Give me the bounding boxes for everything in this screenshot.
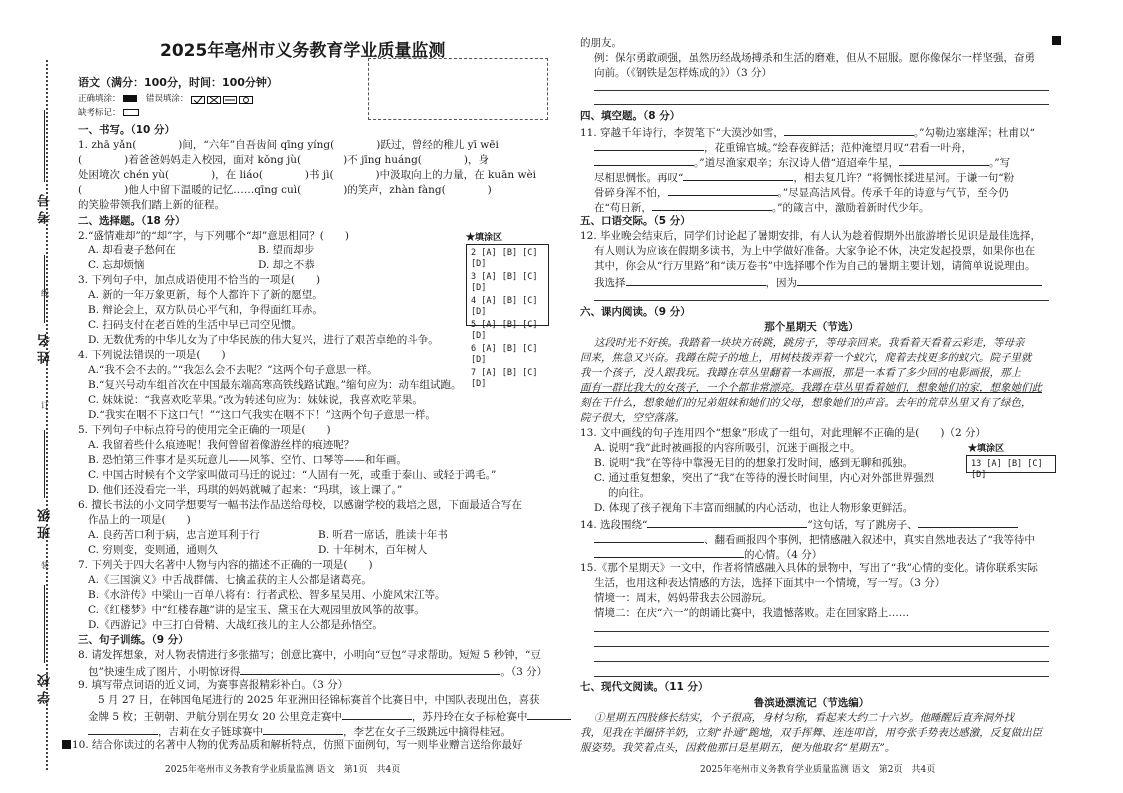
fill-area-box	[466, 244, 549, 389]
q13-option-b: B. 说明“我”在等待中靠漫无目的的想象打发时间，感到无聊和孤独。	[594, 457, 914, 469]
q15-line-1: 15.《那个星期天》一文中，作者将情感融入具体的景物中，写出了“我”心情的变化。请你联系实际	[580, 562, 1038, 574]
q14-text-2: 、翻看画报四个事例，把情感融入叙述中，真实自然地表达了“我等待中	[704, 534, 1035, 546]
class-label: 班级	[38, 505, 53, 539]
passage-1-para-3: 我一个孩子，没人跟我玩。我蹲在草丛里翻着一本画报，那是一本看了多少回的电影画报，那上	[580, 367, 1021, 379]
page-footer-left: 2025年亳州市义务教育学业质量监测 语文 第1页 共4页	[165, 765, 401, 775]
answer-bubble-row[interactable]: 3 [A] [B] [C] [D]	[471, 272, 538, 293]
q9-text-a: 金牌 5 枚；王朝朝、尹航分别在男女 20 公里竞走赛中	[88, 711, 342, 723]
q11-text-3b: 。”写	[989, 157, 1011, 169]
q15-answer-line[interactable]	[594, 661, 1049, 662]
binding-dotted-line	[46, 60, 48, 770]
answer-bubble-row[interactable]: 13 [A] [B] [C] [D]	[971, 459, 1043, 480]
q2-option-d: D. 却之不恭	[258, 259, 315, 271]
q15-scenario-2: 情境二：在庆“六一”的朗诵比赛中，我遗憾落败。走在回家路上……	[594, 607, 910, 619]
passage-1-title: 那个星期天（节选）	[764, 321, 859, 333]
absent-mark-box[interactable]	[123, 109, 139, 116]
q12-because-label: ，因为	[765, 277, 797, 289]
q11-text-6: 在“苟日新，	[594, 202, 652, 214]
barcode-area	[368, 58, 548, 120]
q10-continued: 的朋友。	[580, 37, 622, 49]
q11-text-3: 。”道尽渔家艰辛；东汉诗人借“迢迢牵牛星，	[694, 157, 899, 169]
fill-correct-label: 正确填涂：	[78, 94, 121, 104]
q14-blank-2[interactable]	[918, 516, 1018, 528]
q15-scenario-1: 情境一：周末，妈妈带我去公园游玩。	[594, 592, 773, 604]
q13-option-c-2: 的向往。	[608, 487, 650, 499]
q7-option-b: B.《水浒传》中梁山一百单八将有：行者武松、智多星吴用、小旋风宋江等。	[88, 589, 446, 601]
q8-prompt: 包”快速生成了图片，小明惊讶得	[88, 666, 241, 678]
wrong-fill-marks	[191, 95, 253, 103]
q13-option-d: D. 体现了孩子视角下丰富而细腻的内心活动，也让人物形象更鲜活。	[594, 502, 914, 514]
q6-stem-2: 作品上的一项是( )	[88, 514, 191, 526]
q12-choose-label: 我选择	[594, 277, 626, 289]
subject-line: 语文（满分：100分，时间：100分钟）	[78, 76, 278, 89]
section-2-heading: 二、选择题。（18 分）	[78, 215, 186, 227]
q7-stem: 7. 下列关于四大名著中人物与内容的描述不正确的一项是( )	[78, 559, 373, 571]
q6-stem: 6. 擅长书法的小文同学想要写一幅书法作品送给母校，以感谢学校的栽培之恩，下面最适合写在	[78, 499, 522, 511]
q1-line-2: ( )着爸爸妈妈走入校园，面对 kǒng jù( )不 jīng huáng( )，身	[78, 154, 489, 166]
q13-option-a: A. 说明“我”此时被画报的内容所吸引，沉迷于画报之中。	[594, 442, 861, 454]
answer-bubble-row[interactable]: 5 [A] [B] [C] [D]	[471, 320, 538, 341]
q2-option-a: A. 却看妻子愁何在	[88, 244, 176, 256]
correct-fill-mark	[123, 95, 137, 102]
q14-text-1: 14. 选段围绕“	[580, 519, 648, 531]
section-3-heading: 三、句子训练。（9 分）	[78, 634, 189, 646]
q10-example-1: 例：保尔勇敢顽强，虽然历经战场搏杀和生活的磨难，但从不屈服。愿你像保尔一样坚强，奋勇	[594, 52, 1035, 64]
passage-2-para-2: 我，见我在羊圈挤羊奶，立刻“扑通”跪地，双手挥舞、连连叩首，用夸张手势表达感激，反复做出臣	[580, 727, 1043, 739]
q8-answer-blank[interactable]	[240, 663, 500, 675]
exam-number-label: 考号	[38, 190, 53, 224]
q10-example-2: 向前。（《钢铁是怎样炼成的》）（3 分）	[594, 67, 773, 79]
fill-wrong-label: 错误填涂：	[145, 94, 189, 104]
q7-option-c: C.《红楼梦》中“红楼春趣”讲的是宝玉、黛玉在大观园里放风筝的故事。	[88, 604, 425, 616]
fill-area-box-2	[966, 455, 1056, 480]
q9-stem: 9. 填写带点词语的近义词，为赛事喜报精彩补白。（3 分）	[78, 679, 349, 691]
q9-blank-4[interactable]	[263, 723, 343, 735]
section-4-heading: 四、填空题。（8 分）	[580, 110, 681, 122]
passage-1-para-5: 刻在干什么，想象她们的兄弟姐妹和她们的父母，想象她们的声音。去年的荒草丛里又有了绿色，	[580, 397, 1032, 409]
q5-option-d: D. 他们还没看完一半，玛琪的妈妈就喊了起来：“玛琪，该上课了。”	[88, 484, 403, 496]
absent-mark-row	[78, 106, 139, 121]
q9-blank-3-lead[interactable]	[88, 723, 158, 735]
q9-text-d: ，李艺在女子三级跳远中摘得桂冠。	[343, 726, 511, 738]
q13-option-c: C. 通过重复想象，突出了“我”在等待的漫长时间里，内心对外部世界强烈	[594, 472, 935, 484]
q12-choice-blank[interactable]	[626, 274, 766, 286]
passage-2-title: 鲁滨逊漂流记（节选编）	[753, 697, 870, 709]
q1-line-1: 1. zhā yǎn( )间，“六年”自吾齿间 qīng yíng( )跃过，曾经的稚儿 yī wēi	[78, 139, 499, 151]
passage-2-para-1: ①星期五四肢修长结实，个子很高，身材匀称，看起来大约二十六岁。他睡醒后直奔洞外找	[594, 712, 1014, 724]
class-line	[44, 430, 45, 498]
q11-blank-2[interactable]	[594, 139, 704, 151]
section-6-heading: 六、课内阅读。（9 分）	[580, 306, 691, 318]
section-1-heading: 一、书写。（10 分）	[78, 124, 176, 136]
q2-option-c: C. 忘却烦恼	[88, 259, 145, 271]
answer-bubble-row[interactable]: 4 [A] [B] [C] [D]	[471, 296, 538, 317]
q11-blank-3[interactable]	[594, 154, 694, 166]
q11-blank-5[interactable]	[683, 169, 793, 181]
q11-blank-4[interactable]	[899, 154, 989, 166]
q12-line-2: 有人则认为应该在假期多读书，为上中学做好准备。大家争论不休，决定发起投票，如果你也在	[594, 245, 1035, 257]
binding-xian: 线	[41, 289, 49, 298]
q4-option-c: C. 妹妹说：“我喜欢吃苹果。”改为转述句应为：妹妹说，我喜欢吃苹果。	[88, 394, 423, 406]
q12-answer-line[interactable]	[594, 300, 1049, 301]
exam-number-line	[44, 110, 45, 182]
q9-text-c: ，吉莉在女子链球赛中	[158, 726, 263, 738]
q11-text-5: 骨碎身浑不怕，	[594, 187, 668, 199]
q6-option-d: D. 十年树木，百年树人	[318, 544, 428, 556]
q15-line-2: 生活，也用这种表达情感的方法，选择下面其中一个情境，写一写。（3 分）	[594, 577, 946, 589]
q8-line-1: 8. 请发挥想象，对人物表情进行多张描写；创意比赛中，小明向“豆包”寻求帮助。短短 5 秒钟，“豆	[78, 649, 541, 661]
binding-ding: 订	[41, 401, 49, 410]
q6-option-c: C. 穷则变，变则通，通则久	[88, 544, 218, 556]
q12-line-1: 12. 毕业晚会结束后，同学们讨论起了暑期安排，有人认为趁着假期外出旅游增长见识是最佳选择，	[580, 230, 1042, 242]
q1-line-5: 的笑脸带领我们踏上新的征程。	[78, 199, 225, 211]
q2-option-b: B. 望而却步	[258, 244, 315, 256]
q14-blank-1[interactable]	[647, 516, 807, 528]
q3-option-c: C. 扫码支付在老百姓的生活中早已司空见惯。	[88, 319, 302, 331]
passage-1-para-4: 面有一群比我大的女孩子，一个个都非常漂亮。我蹲在草丛里看着她们，想象她们的家，想象她们此	[580, 382, 1042, 394]
q9-line-1: 5 月 27 日，在韩国龟尾进行的 2025 年亚洲田径锦标赛首个比赛日中，中国队表现出色，喜获	[98, 694, 540, 706]
answer-bubble-row[interactable]: 2 [A] [B] [C] [D]	[471, 248, 538, 269]
q7-option-a: A.《三国演义》中舌战群儒、七擒孟获的主人公都是诸葛亮。	[88, 574, 372, 586]
q8-score: 。（3 分）	[500, 666, 548, 678]
q3-option-a: A. 新的一年万象更新，每个人都许下了新的愿望。	[88, 289, 323, 301]
q11-blank-1[interactable]	[784, 124, 914, 136]
page-footer-right: 2025年亳州市义务教育学业质量监测 语文 第2页 共4页	[700, 765, 936, 775]
q1-line-3: 处困境次 chén yù( )，在 liáo( )书 jì( )中汲取向上的力量，在 kuān wèi	[78, 169, 537, 181]
answer-bubble-row[interactable]: 7 [A] [B] [C] [D]	[471, 368, 538, 389]
school-line	[44, 585, 45, 663]
q5-option-a: A. 我留着些什么痕迹呢！我何曾留着像游丝样的痕迹呢？	[88, 439, 355, 451]
fill-area-label-2: ★填涂区	[968, 444, 1005, 454]
q11-text-4: 尽相思惆怅。再叹“	[594, 172, 684, 184]
q11-text-1b: 。”勾勒边塞雄浑；杜甫以“	[913, 127, 1035, 139]
q4-option-d: D.“我实在咽不下这口气！”“这口气我实在咽不下！”这两个句子意思一样。	[88, 409, 436, 421]
corner-marker	[62, 740, 71, 749]
q5-stem: 5. 下列句子中标点符号的使用完全正确的一项是( )	[78, 424, 331, 436]
q12-reason-blank[interactable]	[797, 274, 1042, 286]
q11-text-2: ，花重锦官城。”绘春夜鲜活；范仲淹望月叹“君看一叶舟，	[704, 142, 972, 154]
absent-mark-label: 缺考标记：	[78, 108, 121, 118]
q10-answer-line[interactable]	[594, 90, 1049, 91]
q12-line-4	[594, 274, 1042, 291]
q9-text-b: ，苏丹玲在女子标枪赛中	[411, 711, 528, 723]
q14-blank-3[interactable]	[594, 531, 704, 543]
q3-option-d: D. 无数优秀的中华儿女为了中华民族的伟大复兴，进行了艰苦卓绝的斗争。	[88, 334, 439, 346]
q10-stem: 10. 结合你读过的名著中人物的优秀品质和解析特点，仿照下面例句，写一则毕业赠言送给你最好	[72, 739, 523, 751]
q5-option-c: C. 中国古时候有个文学家叫做司马迁的说过：“人固有一死，或重于泰山、或轻于鸿毛。”	[88, 469, 497, 481]
passage-1-para-1: 这段时光不好挨。我踏着一块块方砖跳，跳房子，等母亲回来。我看着天看着云彩走，等母亲	[594, 337, 1025, 349]
q14-text-1b: ”这句话，写了跳房子、	[807, 519, 918, 531]
q11-text-6b: 。”的箴言中，激励着新时代少年。	[771, 202, 930, 214]
passage-2-para-3: 服姿势。我笑着点头，因救他那日是星期五，便为他取名“星期五”。	[580, 742, 896, 754]
q11-blank-7[interactable]	[652, 199, 772, 211]
q7-option-d: D.《西游记》中三打白骨精、大战红孩儿的主人公都是孙悟空。	[88, 619, 383, 631]
q15-answer-line[interactable]	[594, 631, 1049, 632]
q3-stem: 3. 下列句子中，加点成语使用不恰当的一项是( )	[78, 274, 321, 286]
binding-zhuang: 装	[41, 561, 49, 570]
fill-guide	[78, 92, 253, 107]
q4-stem: 4. 下列说法错误的一项是( )	[78, 349, 226, 361]
q14-blank-4[interactable]	[594, 546, 744, 558]
q14-text-3: 的心情。（4 分）	[744, 549, 823, 561]
answer-bubble-row[interactable]: 6 [A] [B] [C] [D]	[471, 344, 538, 365]
section-7-heading: 七、现代文阅读。（11 分）	[580, 681, 709, 693]
q11-text-5b: 。”尽显高洁风骨。传承千年的诗意与气节，至今仍	[777, 187, 1009, 199]
q11-text-1: 11. 穿越千年诗行，李贺笔下“大漠沙如雪，	[580, 127, 784, 139]
q3-option-b: B. 辩论会上，双方队员心平气和，争得面红耳赤。	[88, 304, 323, 316]
q11-text-4b: ，相去复几许？”将惆怅揉进星河。于谦一句“粉	[793, 172, 1015, 184]
q6-option-a: A. 良药苦口利于病，忠言逆耳利于行	[88, 529, 260, 541]
school-label: 学校	[38, 670, 53, 704]
q1-line-4: ( )他人中留下温暖的记忆……qīng cuì( )的笑声，zhàn fàng( )	[78, 184, 492, 196]
q6-option-b: B. 听君一席话，胜读十年书	[318, 529, 448, 541]
q4-option-a: A.“我不会不去的。”“我怎么会不去呢？”这两个句子意思一样。	[88, 364, 378, 376]
corner-marker	[1052, 36, 1061, 45]
q15-answer-line[interactable]	[594, 646, 1049, 647]
q13-stem: 13. 文中画线的句子连用四个“想象”形成了一组句，对此理解不正确的是( )（2 分）	[580, 427, 986, 439]
q10-answer-line[interactable]	[594, 104, 1049, 105]
q12-line-3: 其中，你会从“行万里路”和“读万卷书”中选择哪个作为自己的暑期主要计划，请简单说说理由。	[594, 260, 1036, 272]
q2-stem: 2.“盛情难却”的“却”字，与下列哪个“却”意思相同？( )	[78, 230, 349, 242]
q15-answer-line[interactable]	[594, 676, 1049, 677]
passage-1-para-6: 院子很大，空空落落。	[580, 412, 685, 424]
q5-option-b: B. 恐怕第三件事才是买玩意儿——风筝、空竹、口琴等——和年画。	[88, 454, 407, 466]
fill-area-label: ★填涂区	[466, 233, 503, 243]
section-5-heading: 五、口语交际。（5 分）	[580, 215, 691, 227]
q11-blank-6[interactable]	[668, 184, 778, 196]
page-title: 2025年亳州市义务教育学业质量监测	[160, 41, 446, 61]
q4-option-b: B.“复兴号动车组首次在中国最东端高寒高铁线路试跑。”缩句应为：动车组试跑。	[88, 379, 462, 391]
name-label: 姓名	[38, 330, 53, 364]
passage-1-para-2: 回来，焦急又兴奋。我蹲在院子的地上，用树枝拨弄着一个蚁穴，爬着去找更多的蚁穴。院子里就	[580, 352, 1032, 364]
